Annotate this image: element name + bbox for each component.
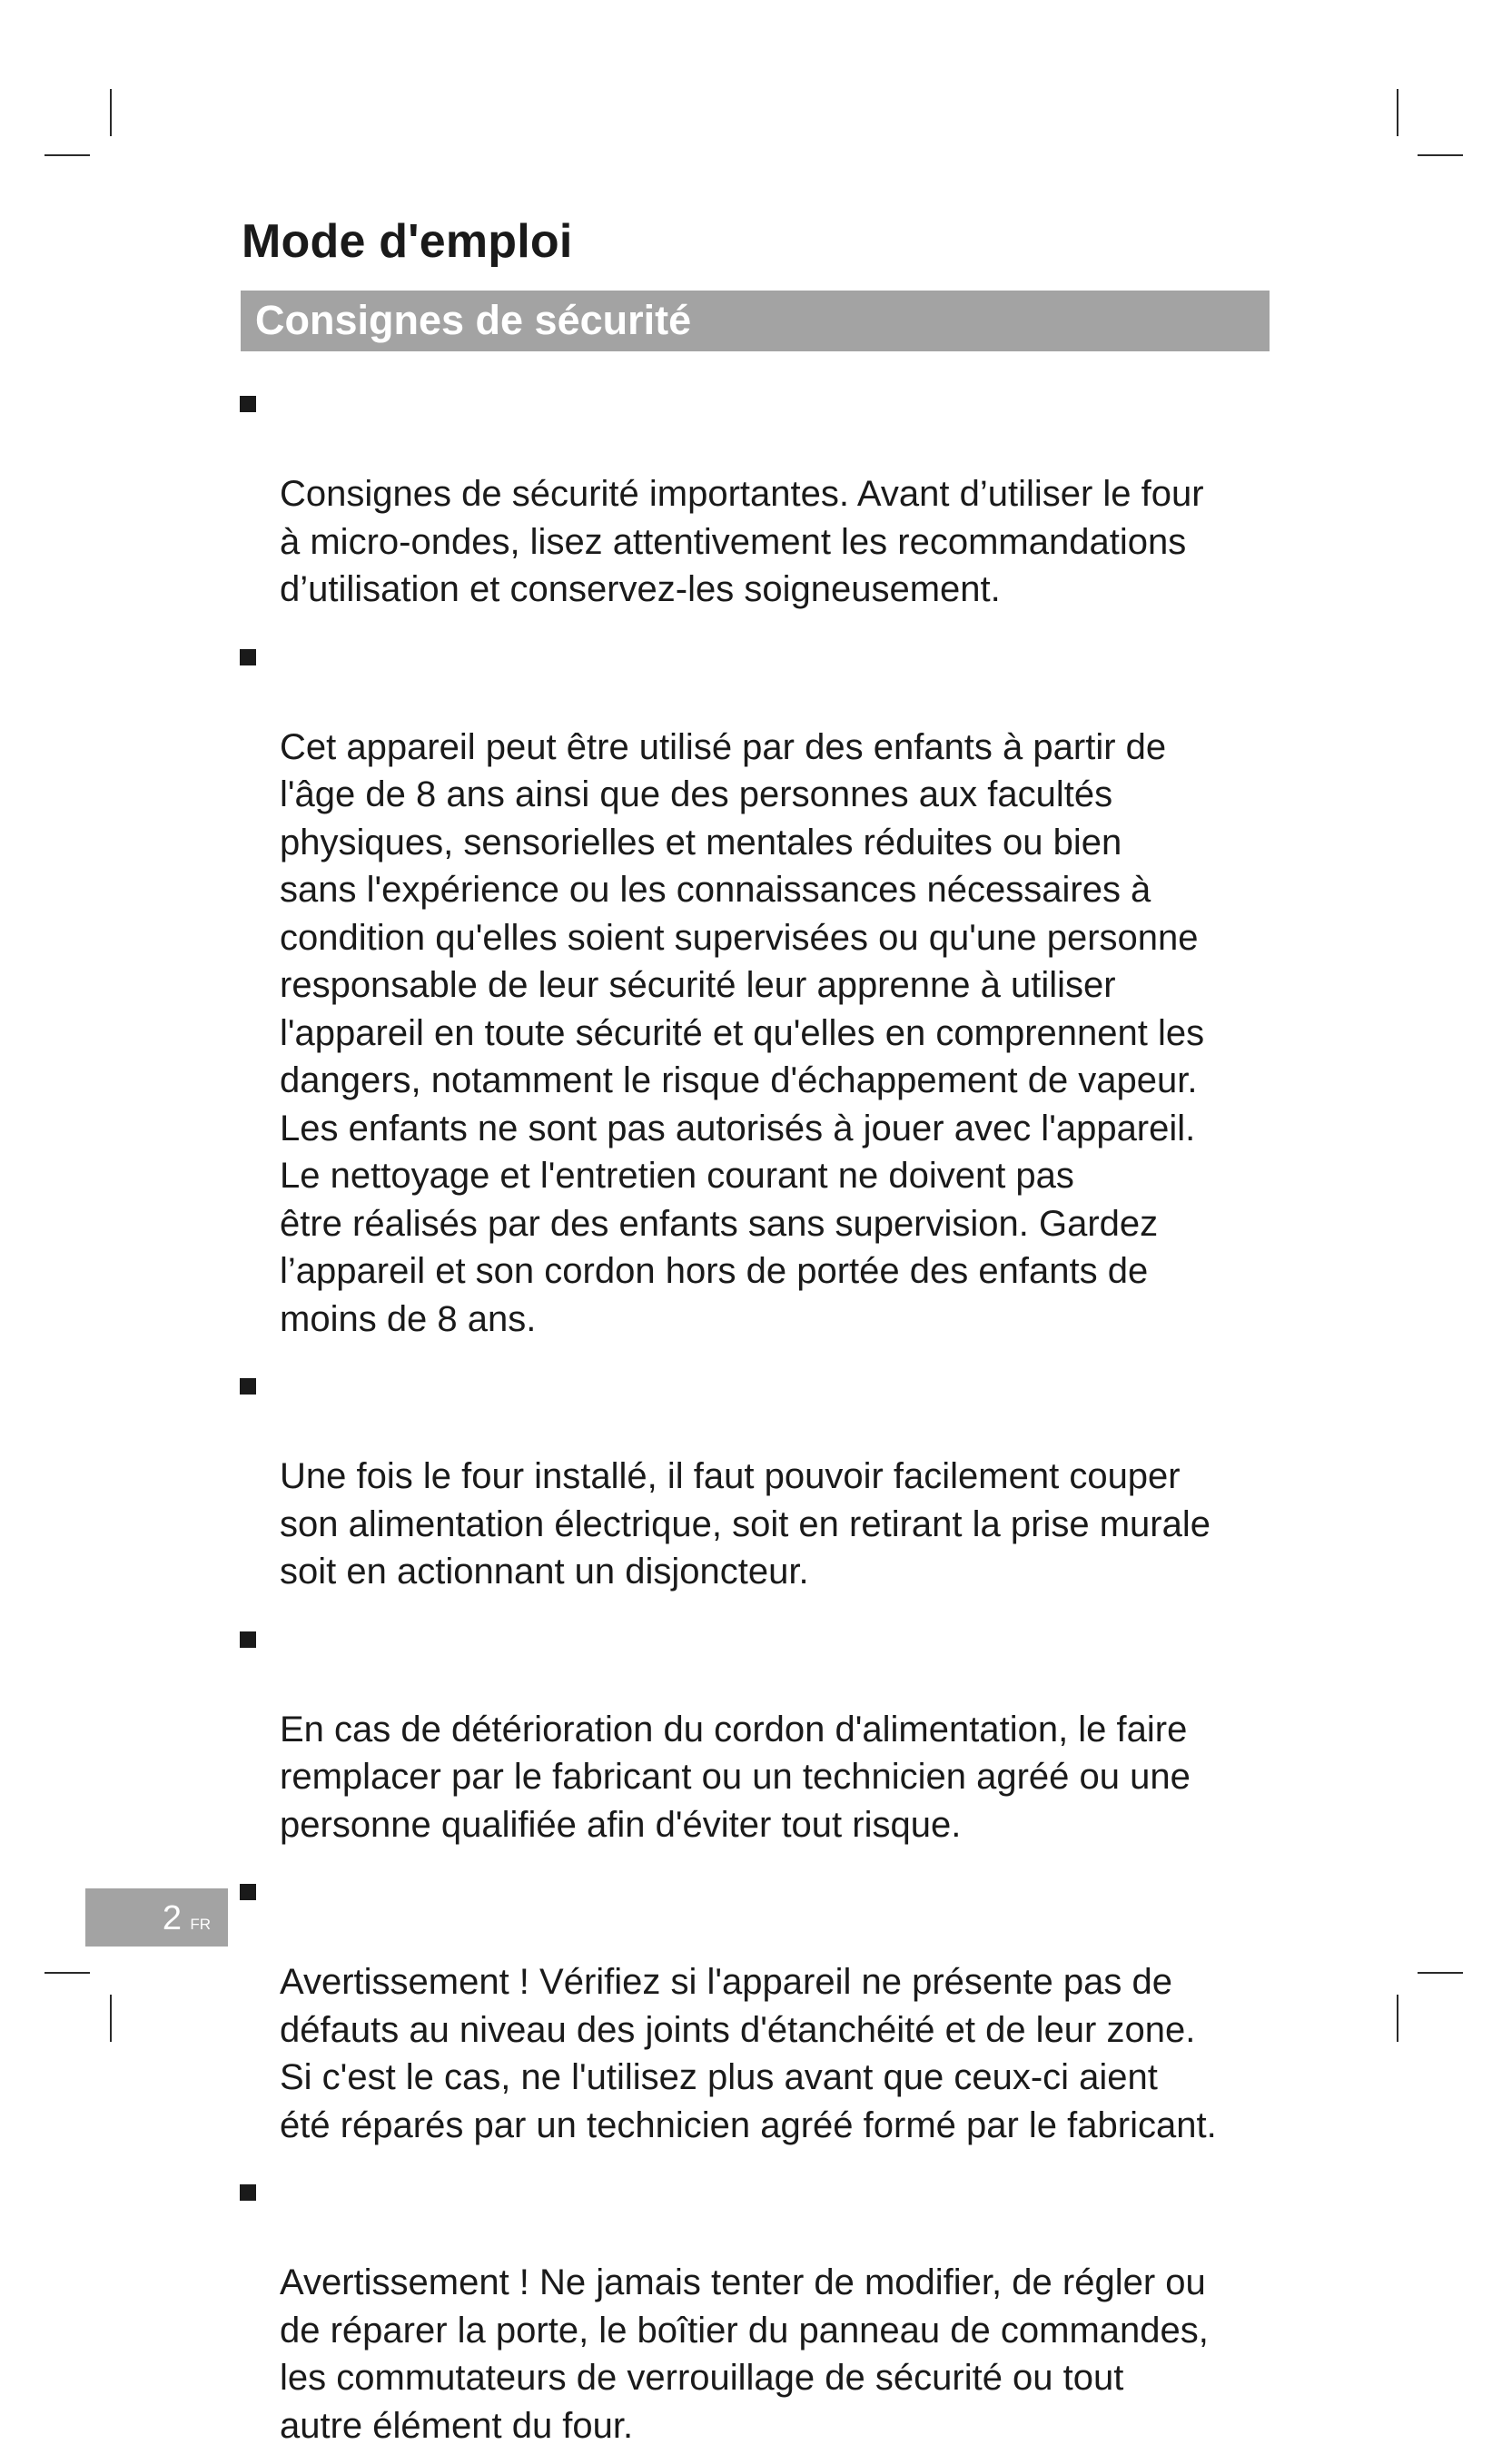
list-item xyxy=(237,1611,1281,1849)
list-item-text: En cas de détérioration du cordon d'alimentation, le faire remplacer par le fabricant ou un technicien agréé ou une personne qualifiée afin d'éviter tout risque. xyxy=(280,1709,1191,1845)
section-title: Consignes de sécurité xyxy=(255,297,692,343)
crop-mark-top-left-horizontal xyxy=(44,154,90,156)
crop-mark-bottom-right-horizontal xyxy=(1418,1972,1463,1974)
list-item xyxy=(237,2163,1281,2449)
page-title: Mode d'emploi xyxy=(242,215,573,268)
square-bullet-icon xyxy=(240,396,256,412)
crop-mark-top-right-horizontal xyxy=(1418,154,1463,156)
square-bullet-icon xyxy=(240,1378,256,1395)
list-item xyxy=(237,628,1281,1344)
list-item-text: Avertissement ! Ne jamais tenter de modifier, de régler ou de réparer la porte, le boîtier du panneau de commandes, les commutateurs de verrouillage de sécurité ou tout autre élément du four. xyxy=(280,2262,1209,2446)
safety-instructions-list xyxy=(237,375,1281,2464)
square-bullet-icon xyxy=(240,2184,256,2201)
list-item-text: Avertissement ! Vérifiez si l'appareil ne présente pas de défauts au niveau des joints d'étanchéité et de leur zone. Si c'est le cas, ne l'utilisez plus avant que ceux-ci aient été réparés par un technicien agréé formé par le fabricant. xyxy=(280,1962,1217,2145)
list-item xyxy=(237,1863,1281,2149)
page-number: 2 xyxy=(162,1899,182,1937)
list-item-text: Une fois le four installé, il faut pouvoir facilement couper son alimentation électrique, soit en retirant la prise murale soit en actionnant un disjoncteur. xyxy=(280,1456,1210,1592)
square-bullet-icon xyxy=(240,649,256,665)
crop-mark-top-left-vertical xyxy=(110,89,112,136)
crop-mark-bottom-right-vertical xyxy=(1397,1995,1398,2042)
list-item-text: Cet appareil peut être utilisé par des enfants à partir de l'âge de 8 ans ainsi que des personnes aux facultés physiques, sensorielles et mentales réduites ou bien sans l'expérience ou les connaissances nécessaires à condition qu'elles soient supervisées ou qu'une personne responsable de leur sécurité leur apprenne à utiliser l'appareil en toute sécurité et qu'elles en comprennent les dangers, notamment le risque d'échappement de vapeur. Les enfants ne sont pas autorisés à jouer avec l'appareil. Le nettoyage et l'entretien courant ne doivent pas être réalisés par des enfants sans supervision. Gardez l’appareil et son cordon hors de portée des enfants de moins de 8 ans. xyxy=(280,726,1205,1339)
list-item xyxy=(237,375,1281,614)
section-header-bar xyxy=(241,291,1270,351)
square-bullet-icon xyxy=(240,1884,256,1900)
crop-mark-bottom-left-vertical xyxy=(110,1995,112,2042)
list-item xyxy=(237,1357,1281,1596)
square-bullet-icon xyxy=(240,1631,256,1648)
list-item-text: Consignes de sécurité importantes. Avant d’utiliser le four à micro-ondes, lisez attentivement les recommandations d’utilisation et conservez-les soigneusement. xyxy=(280,474,1204,609)
crop-mark-bottom-left-horizontal xyxy=(44,1972,90,1974)
page-number-badge xyxy=(85,1888,228,1947)
crop-mark-top-right-vertical xyxy=(1397,89,1398,136)
page-language-code: FR xyxy=(190,1916,211,1933)
